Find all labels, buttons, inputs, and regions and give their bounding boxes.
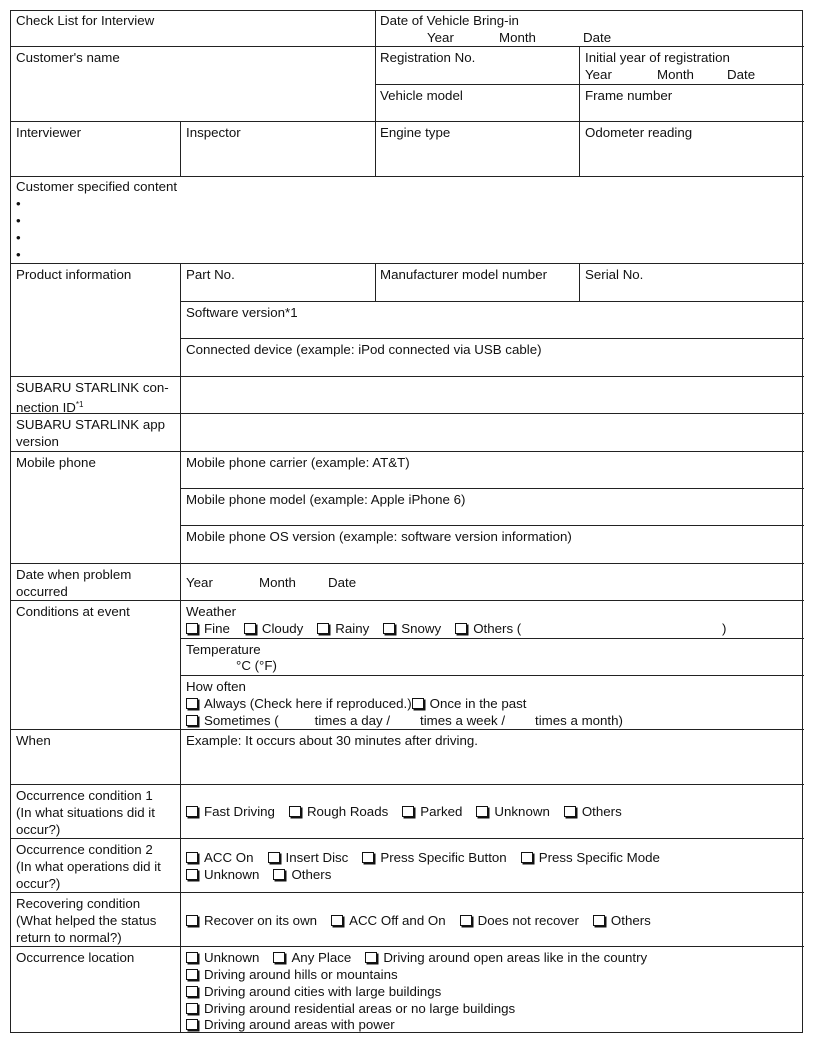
- rule: [180, 121, 181, 176]
- footnote-marker: *1: [75, 400, 84, 409]
- checkbox[interactable]: [186, 1003, 198, 1014]
- initial-year: Year: [585, 67, 612, 82]
- option-label: Does not recover: [477, 913, 579, 928]
- option-label: Unknown: [204, 867, 260, 882]
- checkbox[interactable]: [244, 623, 256, 634]
- checkbox[interactable]: [186, 806, 198, 817]
- how-often-row2: [186, 712, 623, 729]
- checkbox[interactable]: [317, 623, 329, 634]
- rule: [11, 176, 804, 177]
- option-label: Driving around cities with large buildings: [204, 984, 442, 999]
- starlink-id-label-line2: [16, 396, 83, 416]
- rule: [579, 46, 580, 176]
- option-others[interactable]: [564, 803, 622, 820]
- initial-year-label: Initial year of registration: [585, 50, 730, 65]
- option-parked[interactable]: [402, 803, 462, 820]
- checkbox[interactable]: [476, 806, 488, 817]
- checkbox[interactable]: [273, 952, 285, 963]
- option-hills-mountains[interactable]: [186, 966, 398, 983]
- option-open-areas[interactable]: [365, 949, 647, 966]
- rule: [11, 729, 804, 730]
- how-often-row1: [186, 695, 527, 712]
- checkbox[interactable]: [186, 852, 198, 863]
- occurrence1-label-line2: (In what situations did it: [16, 805, 155, 820]
- option-label: Others: [581, 804, 622, 819]
- option-label: ACC On: [204, 850, 254, 865]
- option-fast-driving[interactable]: [186, 803, 275, 820]
- option-cities-large-buildings[interactable]: [186, 983, 441, 1000]
- rule: [375, 11, 376, 176]
- weather-label: Weather: [186, 604, 237, 619]
- rule: [180, 638, 804, 639]
- checkbox[interactable]: [593, 915, 605, 926]
- rule: [11, 892, 804, 893]
- bring-in-date-label: Date of Vehicle Bring-in: [380, 13, 519, 28]
- weather-option-fine[interactable]: [186, 620, 230, 637]
- when-example: Example: It occurs about 30 minutes after driving.: [186, 733, 478, 748]
- option-label: Driving around areas with power: [204, 1017, 395, 1032]
- occurrence2-options-row1: [186, 849, 674, 866]
- option-sometimes[interactable]: [186, 713, 279, 728]
- option-label: Unknown: [204, 950, 260, 965]
- starlink-id-label-line1: SUBARU STARLINK con-: [16, 380, 169, 395]
- weather-option-cloudy[interactable]: [244, 620, 303, 637]
- bring-in-month: Month: [499, 30, 536, 45]
- interviewer-label: Interviewer: [16, 125, 82, 140]
- starlink-app-label-line2: version: [16, 434, 59, 449]
- checkbox[interactable]: [186, 986, 198, 997]
- problem-date-label-line2: occurred: [16, 584, 68, 599]
- when-label: When: [16, 733, 51, 748]
- mobile-carrier-label: Mobile phone carrier (example: AT&T): [186, 455, 410, 470]
- option-label: Fine: [204, 621, 230, 636]
- option-residential-areas[interactable]: [186, 1000, 515, 1017]
- rule: [180, 338, 804, 339]
- option-label: Driving around residential areas or no large buildings: [204, 1001, 516, 1016]
- occurrence1-label-line3: occur?): [16, 822, 61, 837]
- rule: [180, 525, 804, 526]
- option-label: Rough Roads: [306, 804, 389, 819]
- rule: [180, 301, 804, 302]
- option-label: Rainy: [335, 621, 370, 636]
- recovering-options: [186, 912, 665, 929]
- option-label: Parked: [420, 804, 463, 819]
- checkbox[interactable]: [460, 915, 472, 926]
- option-unknown[interactable]: [476, 803, 549, 820]
- checkbox[interactable]: [186, 869, 198, 880]
- option-once-in-past[interactable]: [412, 696, 527, 711]
- product-info-label: Product information: [16, 267, 132, 282]
- recovering-label-line1: Recovering condition: [16, 896, 141, 911]
- manufacturer-model-label: Manufacturer model number: [380, 267, 548, 282]
- content-label: Customer specified content: [16, 179, 178, 194]
- rule: [579, 263, 580, 301]
- checkbox[interactable]: [186, 969, 198, 980]
- option-recover-on-its-own[interactable]: [186, 912, 317, 929]
- option-does-not-recover[interactable]: [460, 912, 579, 929]
- location-label: Occurrence location: [16, 950, 135, 965]
- option-unknown[interactable]: [186, 866, 259, 883]
- weather-option-snowy[interactable]: [383, 620, 441, 637]
- engine-type-label: Engine type: [380, 125, 451, 140]
- occurrence2-label-line2: (In what operations did it: [16, 859, 161, 874]
- frame-number-label: Frame number: [585, 88, 673, 103]
- rule: [11, 784, 804, 785]
- serial-no-label: Serial No.: [585, 267, 644, 282]
- starlink-app-label-line1: SUBARU STARLINK app: [16, 417, 166, 432]
- rule: [11, 413, 804, 414]
- rule: [11, 946, 804, 947]
- checkbox[interactable]: [186, 952, 198, 963]
- content-bullet: •: [16, 230, 21, 245]
- weather-option-rainy[interactable]: [317, 620, 369, 637]
- checkbox[interactable]: [186, 698, 198, 709]
- option-label: Others: [610, 913, 651, 928]
- option-label: Driving around hills or mountains: [204, 967, 398, 982]
- rule: [180, 675, 804, 676]
- initial-month: Month: [657, 67, 694, 82]
- rule: [375, 84, 804, 85]
- rule: [375, 263, 376, 301]
- software-version-label: Software version*1: [186, 305, 298, 320]
- rule: [11, 263, 804, 264]
- rule: [11, 838, 804, 839]
- mobile-os-label: Mobile phone OS version (example: software version information): [186, 529, 572, 544]
- occurrence2-label-line1: Occurrence condition 2: [16, 842, 153, 857]
- option-label: Others (: [473, 621, 522, 636]
- option-label: Always (Check here if reproduced.): [204, 696, 412, 711]
- checkbox[interactable]: [564, 806, 576, 817]
- odometer-label: Odometer reading: [585, 125, 693, 140]
- option-acc-on[interactable]: [186, 849, 254, 866]
- initial-date: Date: [727, 67, 756, 82]
- rule: [180, 263, 181, 1033]
- temperature-label: Temperature: [186, 642, 261, 657]
- rule: [180, 488, 804, 489]
- bring-in-year: Year: [427, 30, 454, 45]
- location-options-row1: [186, 949, 661, 966]
- connected-device-label: Connected device (example: iPod connected via USB cable): [186, 342, 542, 357]
- checkbox[interactable]: [268, 852, 280, 863]
- bring-in-date: Date: [583, 30, 612, 45]
- checkbox[interactable]: [362, 852, 374, 863]
- option-others[interactable]: [593, 912, 651, 929]
- option-insert-disc[interactable]: [268, 849, 349, 866]
- rule: [11, 451, 804, 452]
- option-label: Once in the past: [429, 696, 527, 711]
- checkbox[interactable]: [383, 623, 395, 634]
- recovering-label-line3: return to normal?): [16, 930, 122, 945]
- option-label: Driving around open areas like in the country: [383, 950, 648, 965]
- option-label: Recover on its own: [204, 913, 318, 928]
- occurrence2-options-row2: [186, 866, 345, 883]
- form-title: Check List for Interview: [16, 13, 155, 28]
- weather-options: [186, 620, 535, 637]
- temperature-unit: °C (°F): [236, 658, 277, 673]
- checkbox[interactable]: [186, 915, 198, 926]
- checkbox[interactable]: [402, 806, 414, 817]
- option-label: Press Specific Mode: [538, 850, 660, 865]
- option-press-specific-mode[interactable]: [521, 849, 660, 866]
- occurrence1-options: [186, 803, 636, 820]
- option-others[interactable]: [273, 866, 331, 883]
- option-label: Sometimes (: [204, 713, 279, 728]
- option-any-place[interactable]: [273, 949, 351, 966]
- problem-month: Month: [259, 575, 296, 590]
- part-no-label: Part No.: [186, 267, 235, 282]
- problem-date-label-line1: Date when problem: [16, 567, 132, 582]
- checkbox[interactable]: [186, 623, 198, 634]
- content-bullet: •: [16, 196, 21, 211]
- times-a-day: times a day /: [314, 713, 391, 728]
- option-label: Insert Disc: [285, 850, 349, 865]
- registration-no-label: Registration No.: [380, 50, 476, 65]
- option-label: Others: [291, 867, 332, 882]
- checkbox[interactable]: [273, 869, 285, 880]
- starlink-id-text: nection ID: [16, 400, 76, 415]
- occurrence2-label-line3: occur?): [16, 876, 61, 891]
- mobile-phone-label: Mobile phone: [16, 455, 96, 470]
- problem-date: Date: [328, 575, 357, 590]
- checkbox[interactable]: [365, 952, 377, 963]
- checkbox[interactable]: [412, 698, 424, 709]
- option-label: Fast Driving: [204, 804, 275, 819]
- option-label: Any Place: [291, 950, 352, 965]
- rule: [11, 46, 804, 47]
- option-acc-off-and-on[interactable]: [331, 912, 446, 929]
- content-bullet: •: [16, 247, 21, 262]
- option-label: ACC Off and On: [349, 913, 446, 928]
- how-often-label: How often: [186, 679, 246, 694]
- recovering-label-line2: (What helped the status: [16, 913, 157, 928]
- vehicle-model-label: Vehicle model: [380, 88, 463, 103]
- times-a-month: times a month): [535, 713, 623, 728]
- checkbox[interactable]: [186, 715, 198, 726]
- times-a-week: times a week /: [420, 713, 506, 728]
- checkbox[interactable]: [289, 806, 301, 817]
- option-label: Press Specific Button: [380, 850, 507, 865]
- rule: [11, 600, 804, 601]
- checkbox[interactable]: [521, 852, 533, 863]
- occurrence1-label-line1: Occurrence condition 1: [16, 788, 153, 803]
- option-label: Snowy: [401, 621, 442, 636]
- option-always[interactable]: [186, 696, 412, 711]
- interview-checklist-form: [10, 10, 803, 1033]
- checkbox[interactable]: [455, 623, 467, 634]
- checkbox[interactable]: [186, 1019, 198, 1030]
- customer-name-label: Customer's name: [16, 50, 120, 65]
- mobile-model-label: Mobile phone model (example: Apple iPhone 6): [186, 492, 466, 507]
- rule: [11, 121, 804, 122]
- option-rough-roads[interactable]: [289, 803, 388, 820]
- inspector-label: Inspector: [186, 125, 241, 140]
- rule: [11, 376, 804, 377]
- problem-year: Year: [186, 575, 213, 590]
- content-bullet: •: [16, 213, 21, 228]
- option-label: Unknown: [494, 804, 550, 819]
- option-press-specific-button[interactable]: [362, 849, 506, 866]
- option-areas-with-power[interactable]: [186, 1016, 395, 1033]
- option-unknown[interactable]: [186, 949, 259, 966]
- checkbox[interactable]: [331, 915, 343, 926]
- option-label: Cloudy: [261, 621, 304, 636]
- rule: [11, 563, 804, 564]
- conditions-label: Conditions at event: [16, 604, 130, 619]
- weather-others-close: ): [722, 621, 727, 636]
- weather-option-others[interactable]: [455, 620, 521, 637]
